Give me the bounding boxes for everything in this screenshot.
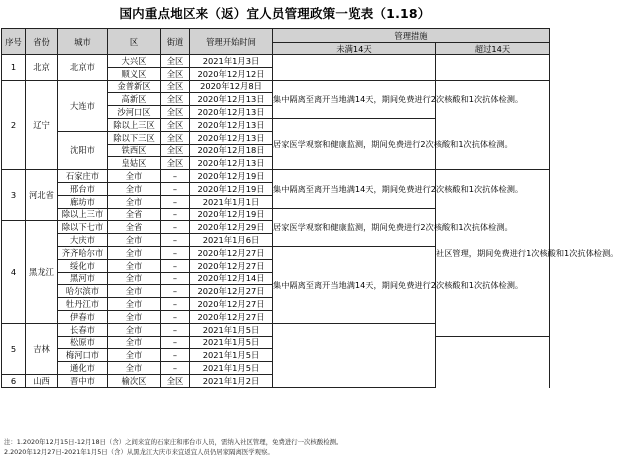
cell-start-time: 2021年1月6日	[190, 234, 273, 247]
cell-city: 梅河口市	[58, 349, 108, 362]
cell-street: 全区	[161, 55, 190, 68]
cell-province: 吉林	[26, 323, 58, 374]
cell-city: 长春市	[58, 323, 108, 336]
cell-start-time: 2021年1月2日	[190, 374, 273, 387]
cell-start-time: 2020年12月13日	[190, 157, 273, 170]
cell-city: 通化市	[58, 362, 108, 375]
cell-city: 伊春市	[58, 310, 108, 323]
cell-start-time: 2020年12月27日	[190, 246, 273, 259]
cell-city: 廊坊市	[58, 195, 108, 208]
cell-street: –	[161, 310, 190, 323]
cell-district: 全省	[108, 208, 161, 221]
measure-quarantine: 集中隔离至离开当地满14天，期间免费进行2次核酸和1次抗体检测。	[273, 170, 436, 208]
cell-district: 全市	[108, 362, 161, 375]
table-row	[2, 55, 550, 68]
cell-district: 除以下三区	[108, 131, 161, 144]
cell-start-time: 2021年1月5日	[190, 349, 273, 362]
cell-street: 全区	[161, 374, 190, 387]
cell-street: 全区	[161, 157, 190, 170]
cell-start-time: 2021年1月5日	[190, 362, 273, 375]
footnote: 注：1.2020年12月15日-12月18日（含）之间来宜的石家庄和邢台市人员，需纳入社区管理，免费进行一次核酸检测。	[4, 438, 343, 446]
cell-street: –	[161, 272, 190, 285]
header-street: 街道	[161, 29, 190, 55]
cell-start-time: 2021年1月5日	[190, 336, 273, 349]
cell-district: 全市	[108, 182, 161, 195]
cell-district: 全市	[108, 246, 161, 259]
cell-city: 除以上三市	[58, 208, 108, 221]
cell-district: 沙河口区	[108, 106, 161, 119]
measure-home-observation: 居家医学观察和健康监测，期间免费进行2次核酸和1次抗体检测。	[273, 208, 436, 246]
cell-street: –	[161, 208, 190, 221]
cell-district: 全市	[108, 170, 161, 183]
cell-street: 全区	[161, 118, 190, 131]
cell-district: 除以上三区	[108, 118, 161, 131]
cell-measure-under14	[273, 323, 436, 387]
cell-no: 1	[2, 55, 26, 81]
policy-table	[1, 28, 618, 388]
cell-start-time: 2020年12月18日	[190, 144, 273, 157]
cell-start-time: 2020年12月27日	[190, 259, 273, 272]
cell-city: 绥化市	[58, 259, 108, 272]
cell-city: 松原市	[58, 336, 108, 349]
cell-district: 全市	[108, 336, 161, 349]
cell-street: 全区	[161, 106, 190, 119]
cell-city: 晋中市	[58, 374, 108, 387]
header-measures: 管理措施	[273, 29, 550, 43]
cell-start-time: 2020年12月27日	[190, 285, 273, 298]
cell-start-time: 2020年12月13日	[190, 131, 273, 144]
cell-start-time: 2020年12月27日	[190, 310, 273, 323]
cell-start-time: 2020年12月29日	[190, 221, 273, 234]
cell-district: 全市	[108, 234, 161, 247]
measure-home-observation: 居家医学观察和健康监测，期间免费进行2次核酸和1次抗体检测。	[273, 118, 436, 169]
cell-city: 齐齐哈尔市	[58, 246, 108, 259]
cell-street: 全区	[161, 93, 190, 106]
cell-district: 榆次区	[108, 374, 161, 387]
cell-city: 石家庄市	[58, 170, 108, 183]
cell-street: –	[161, 323, 190, 336]
cell-district: 铁西区	[108, 144, 161, 157]
cell-district: 全市	[108, 272, 161, 285]
footnote: 2.2020年12月27日-2021年1月5日（含）从黑龙江大庆市来宜返宜人员仍居家隔离医学观察。	[4, 448, 274, 456]
cell-start-time: 2020年12月19日	[190, 170, 273, 183]
cell-city: 大连市	[58, 80, 108, 131]
measure-quarantine: 集中隔离至离开当地满14天，期间免费进行2次核酸和1次抗体检测。	[273, 246, 436, 323]
measure-quarantine: 集中隔离至离开当地满14天，期间免费进行2次核酸和1次抗体检测。	[273, 80, 436, 118]
cell-district: 高新区	[108, 93, 161, 106]
cell-no: 6	[2, 374, 26, 387]
cell-street: –	[161, 285, 190, 298]
cell-no: 3	[2, 170, 26, 221]
cell-city: 沈阳市	[58, 131, 108, 169]
header-no: 序号	[2, 29, 26, 55]
cell-district: 顺义区	[108, 67, 161, 80]
cell-district: 全市	[108, 195, 161, 208]
cell-province: 辽宁	[26, 80, 58, 170]
header-city: 城市	[58, 29, 108, 55]
cell-start-time: 2020年12月13日	[190, 118, 273, 131]
table-row	[2, 80, 550, 93]
cell-start-time: 2020年12月8日	[190, 80, 273, 93]
cell-city: 大庆市	[58, 234, 108, 247]
cell-start-time: 2021年1月1日	[190, 195, 273, 208]
cell-start-time: 2020年12月19日	[190, 182, 273, 195]
cell-street: –	[161, 349, 190, 362]
cell-district: 大兴区	[108, 55, 161, 68]
cell-start-time: 2020年12月13日	[190, 93, 273, 106]
cell-province: 北京	[26, 55, 58, 81]
cell-street: –	[161, 336, 190, 349]
cell-street: –	[161, 298, 190, 311]
footnotes	[4, 437, 342, 457]
cell-district: 全市	[108, 310, 161, 323]
header-province: 省份	[26, 29, 58, 55]
cell-city: 除以下七市	[58, 221, 108, 234]
cell-district: 皇姑区	[108, 157, 161, 170]
cell-province: 山西	[26, 374, 58, 387]
cell-no: 4	[2, 221, 26, 323]
cell-district: 金普新区	[108, 80, 161, 93]
cell-street: 全区	[161, 131, 190, 144]
header-district: 区	[108, 29, 161, 55]
cell-province: 黑龙江	[26, 221, 58, 323]
cell-street: –	[161, 221, 190, 234]
cell-street: –	[161, 362, 190, 375]
cell-street: –	[161, 170, 190, 183]
cell-no: 5	[2, 323, 26, 374]
cell-start-time: 2020年12月13日	[190, 106, 273, 119]
cell-start-time: 2020年12月14日	[190, 272, 273, 285]
cell-city: 黑河市	[58, 272, 108, 285]
cell-street: –	[161, 182, 190, 195]
cell-measure-over14	[436, 55, 550, 81]
cell-street: –	[161, 259, 190, 272]
cell-district: 全市	[108, 285, 161, 298]
cell-start-time: 2020年12月27日	[190, 298, 273, 311]
cell-district: 全市	[108, 298, 161, 311]
table-title: 国内重点地区来（返）宜人员管理政策一览表（1.18）	[119, 6, 431, 21]
cell-district: 全市	[108, 323, 161, 336]
cell-city: 北京市	[58, 55, 108, 81]
cell-city: 牡丹江市	[58, 298, 108, 311]
header-start-time: 管理开始时间	[190, 29, 273, 55]
cell-street: –	[161, 246, 190, 259]
cell-start-time: 2021年1月3日	[190, 55, 273, 68]
cell-street: 全区	[161, 67, 190, 80]
header-under-14-days: 未满14天	[273, 43, 436, 55]
cell-province: 河北省	[26, 170, 58, 221]
cell-start-time: 2021年1月5日	[190, 323, 273, 336]
cell-district: 全市	[108, 349, 161, 362]
cell-city: 哈尔滨市	[58, 285, 108, 298]
measure-community: 社区管理，期间免费进行1次核酸和1次抗体检测。	[436, 170, 550, 336]
cell-start-time: 2020年12月12日	[190, 67, 273, 80]
table-row	[2, 170, 550, 183]
cell-street: –	[161, 195, 190, 208]
cell-street: –	[161, 234, 190, 247]
cell-street: 全区	[161, 80, 190, 93]
cell-street: 全区	[161, 144, 190, 157]
cell-measure-under14	[273, 55, 436, 81]
cell-start-time: 2020年12月19日	[190, 208, 273, 221]
cell-city: 邢台市	[58, 182, 108, 195]
cell-no: 2	[2, 80, 26, 170]
cell-district: 全市	[108, 259, 161, 272]
header-over-14-days: 超过14天	[436, 43, 550, 55]
cell-district: 全省	[108, 221, 161, 234]
